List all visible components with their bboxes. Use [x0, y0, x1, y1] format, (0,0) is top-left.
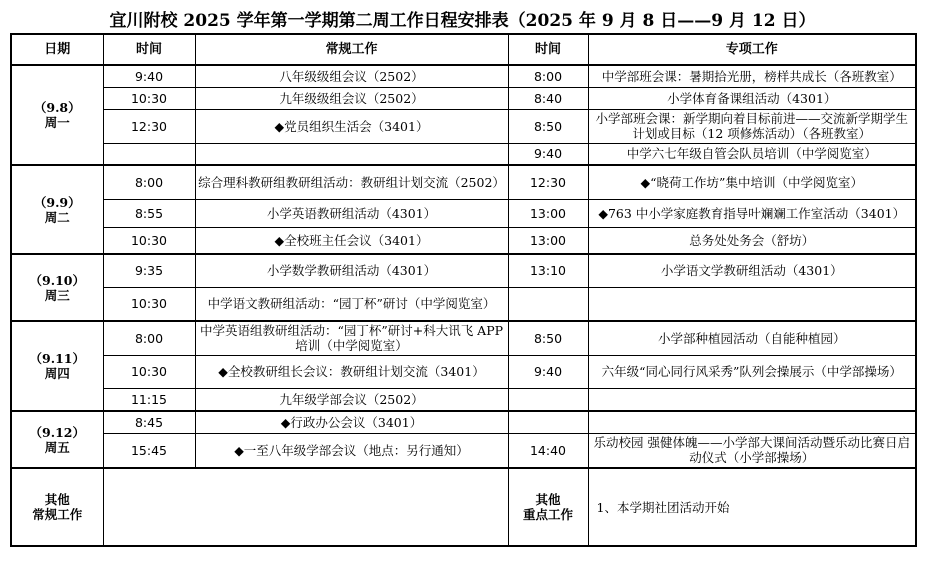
header-special-work: 专项工作	[588, 34, 916, 65]
other-key-label	[508, 468, 588, 546]
special-task: 乐动校园 强健体魄——小学部大课间活动暨乐动比赛日启动仪式（小学部操场）	[588, 433, 916, 468]
routine-time: 8:00	[103, 165, 195, 199]
routine-task: ◆全校教研组长会议：教研组计划交流（3401）	[195, 355, 508, 388]
routine-task: 九年级级组会议（2502）	[195, 87, 508, 109]
table-row	[11, 199, 916, 227]
other-routine-label-line1: 其他	[44, 492, 70, 507]
table-row	[11, 65, 916, 87]
special-task	[588, 411, 916, 433]
routine-task: 八年级级组会议（2502）	[195, 65, 508, 87]
table-row	[11, 109, 916, 143]
special-time: 12:30	[508, 165, 588, 199]
routine-time: 8:55	[103, 199, 195, 227]
table-row	[11, 355, 916, 388]
routine-task: 综合理科教研组教研组活动：教研组计划交流（2502）	[195, 165, 508, 199]
special-time	[508, 388, 588, 411]
day-cell	[11, 165, 103, 254]
routine-task: ◆行政办公会议（3401）	[195, 411, 508, 433]
table-row	[11, 433, 916, 468]
other-row	[11, 468, 916, 546]
special-time: 8:40	[508, 87, 588, 109]
header-time-special: 时间	[508, 34, 588, 65]
routine-task: ◆一至八年级学部会议（地点：另行通知）	[195, 433, 508, 468]
day-cell	[11, 411, 103, 468]
day-date: （9.11）	[29, 351, 85, 366]
day-weekday: 周二	[44, 209, 70, 225]
special-task: ◆“晓荷工作坊”集中培训（中学阅览室）	[588, 165, 916, 199]
day-cell	[11, 321, 103, 411]
special-task: 中学六七年级自管会队员培训（中学阅览室）	[588, 143, 916, 165]
day-date: （9.8）	[33, 100, 81, 115]
day-cell	[11, 65, 103, 165]
header-routine-work: 常规工作	[195, 34, 508, 65]
special-time: 13:00	[508, 227, 588, 254]
routine-time: 10:30	[103, 355, 195, 388]
schedule-table	[10, 33, 917, 547]
special-task: 总务处处务会（舒坊）	[588, 227, 916, 254]
day-cell	[11, 254, 103, 321]
table-row	[11, 254, 916, 287]
other-key-content: 1、本学期社团活动开始	[588, 468, 916, 546]
other-routine-content	[103, 468, 508, 546]
special-task	[588, 388, 916, 411]
day-weekday: 周三	[44, 287, 70, 303]
table-row	[11, 87, 916, 109]
special-time: 8:50	[508, 109, 588, 143]
day-date: （9.12）	[29, 424, 85, 440]
special-time	[508, 411, 588, 433]
table-row	[11, 321, 916, 355]
routine-time	[103, 143, 195, 165]
table-row	[11, 411, 916, 433]
routine-time: 11:15	[103, 388, 195, 411]
routine-time: 12:30	[103, 109, 195, 143]
special-task: ◆763 中小学家庭教育指导叶斓斓工作室活动（3401）	[588, 199, 916, 227]
routine-time: 9:40	[103, 65, 195, 87]
table-row	[11, 165, 916, 199]
special-time: 9:40	[508, 355, 588, 388]
special-time	[508, 287, 588, 321]
special-time: 9:40	[508, 143, 588, 165]
special-task: 小学语文学教研组活动（4301）	[588, 254, 916, 287]
routine-time: 8:00	[103, 321, 195, 355]
table-row	[11, 227, 916, 254]
header-time-routine: 时间	[103, 34, 195, 65]
routine-time: 10:30	[103, 287, 195, 321]
day-date: （9.9）	[33, 194, 81, 210]
special-time: 14:40	[508, 433, 588, 468]
special-time: 8:50	[508, 321, 588, 355]
special-task: 小学部种植园活动（自能种植园）	[588, 321, 916, 355]
routine-task: 小学英语教研组活动（4301）	[195, 199, 508, 227]
routine-time: 10:30	[103, 87, 195, 109]
routine-task: 小学数学教研组活动（4301）	[195, 254, 508, 287]
special-task: 六年级“同心同行风采秀”队列会操展示（中学部操场）	[588, 355, 916, 388]
other-key-label-line2: 重点工作	[522, 507, 573, 522]
routine-task	[195, 143, 508, 165]
routine-time: 10:30	[103, 227, 195, 254]
table-row	[11, 143, 916, 165]
other-routine-label	[11, 468, 103, 546]
routine-time: 9:35	[103, 254, 195, 287]
special-task	[588, 287, 916, 321]
header-date: 日期	[11, 34, 103, 65]
routine-time: 8:45	[103, 411, 195, 433]
routine-task: 中学英语组教研组活动：“园丁杯”研讨+科大讯飞 APP 培训（中学阅览室）	[195, 321, 508, 355]
table-row	[11, 287, 916, 321]
routine-task: ◆全校班主任会议（3401）	[195, 227, 508, 254]
routine-task: ◆党员组织生活会（3401）	[195, 109, 508, 143]
routine-task: 中学语文教研组活动：“园丁杯”研讨（中学阅览室）	[195, 287, 508, 321]
table-row	[11, 388, 916, 411]
special-time: 13:10	[508, 254, 588, 287]
day-weekday: 周一	[44, 115, 70, 130]
routine-task: 九年级学部会议（2502）	[195, 388, 508, 411]
header-row	[11, 34, 916, 65]
other-key-label-line1: 其他	[535, 492, 561, 507]
special-time: 13:00	[508, 199, 588, 227]
day-weekday: 周五	[44, 439, 70, 455]
special-task: 小学部班会课：新学期向着目标前进——交流新学期学生计划或目标（12 项修炼活动）（各班教室）	[588, 109, 916, 143]
special-task: 小学体育备课组活动（4301）	[588, 87, 916, 109]
special-time: 8:00	[508, 65, 588, 87]
other-routine-label-line2: 常规工作	[32, 507, 83, 522]
page-title: 宜川附校 2025 学年第一学期第二周工作日程安排表（2025 年 9 月 8 日——9 月 12 日）	[109, 11, 816, 31]
routine-time: 15:45	[103, 433, 195, 468]
day-date: （9.10）	[29, 272, 85, 288]
special-task: 中学部班会课：暑期拾光册，榜样共成长（各班教室）	[588, 65, 916, 87]
day-weekday: 周四	[44, 366, 70, 381]
